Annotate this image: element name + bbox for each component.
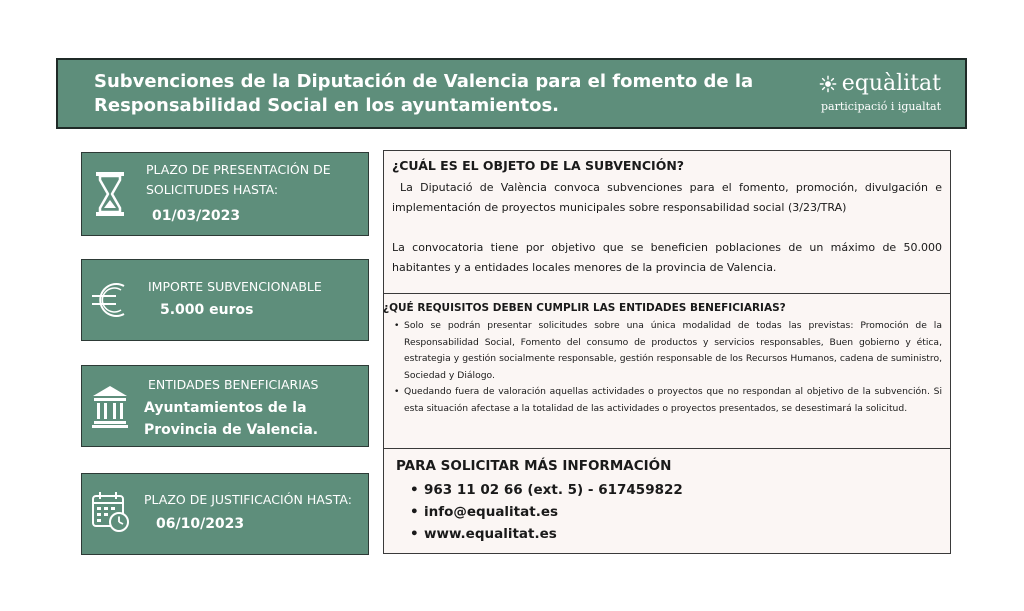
hourglass-icon [90, 170, 130, 218]
card-importe [81, 259, 369, 341]
entidades-value [144, 397, 318, 441]
page-title [94, 70, 774, 118]
requisitos-heading: ¿QUÉ REQUISITOS DEBEN CUMPLIR LAS ENTIDADES BENEFICIARIAS? [383, 302, 786, 314]
institution-icon [90, 382, 130, 430]
header-banner [56, 58, 967, 129]
plazo-value: 01/03/2023 [152, 208, 241, 224]
objeto-paragraph-1: La Diputació de València convoca subvenciones para el fomento, promoción, divulgación e implementación de proyectos municipales sobre responsabilidad social (3/23/TRA) [392, 181, 942, 214]
importe-value: 5.000 euros [160, 302, 254, 318]
title-line-2: Responsabilidad Social en los ayuntamientos. [94, 95, 560, 116]
objeto-section [383, 150, 951, 294]
entidades-value-line-1: Ayuntamientos de la [144, 400, 307, 416]
entidades-label: ENTIDADES BENEFICIARIAS [148, 377, 319, 392]
info-heading: PARA SOLICITAR MÁS INFORMACIÓN [396, 458, 672, 474]
info-section [383, 449, 951, 554]
importe-label: IMPORTE SUBVENCIONABLE [148, 279, 322, 294]
entidades-value-line-2: Provincia de Valencia. [144, 422, 319, 438]
sun-icon [819, 75, 837, 93]
equalitat-logo [801, 72, 941, 113]
contact-phone[interactable]: • 963 11 02 66 (ext. 5) - 617459822 [406, 479, 683, 501]
card-plazo-presentacion [81, 152, 369, 236]
calendar-clock-icon [90, 490, 130, 538]
plazo-label-line-1: PLAZO DE PRESENTACIÓN DE [146, 162, 331, 177]
list-item: • Quedando fuera de valoración aquellas actividades o proyectos que no respondan al objetivo de la subvención. Si esta situación afectase a la totalidad de las actividades o proyectos presentados, se desestimará la solicitud. [390, 384, 942, 417]
plazo-label-line-2: SOLICITUDES HASTA: [146, 182, 279, 197]
requisitos-list [390, 318, 942, 418]
contact-list [406, 479, 683, 545]
title-line-1: Subvenciones de la Diputación de Valencia para el fomento de la [94, 71, 754, 92]
objeto-heading: ¿CUÁL ES EL OBJETO DE LA SUBVENCIÓN? [392, 158, 685, 173]
contact-website[interactable]: • www.equalitat.es [406, 523, 683, 545]
logo-tagline: participació i igualtat [820, 100, 941, 113]
list-item: • Solo se podrán presentar solicitudes sobre una única modalidad de todas las previstas: Promoción de la Responsabilidad Social, Fomento del consumo de productos y servicios responsables, Buen gobierno y ética, estrategia y gestión socialmente responsable, gestión responsable de los Recursos Humanos, cadena de suministro, Sociedad y Diálogo. [390, 318, 942, 384]
euro-icon [90, 276, 130, 324]
requisitos-section [383, 294, 951, 449]
justificacion-value: 06/10/2023 [156, 516, 245, 532]
logo-name: equàlitat [841, 71, 941, 96]
justificacion-label: PLAZO DE JUSTIFICACIÓN HASTA: [144, 492, 352, 507]
card-entidades [81, 365, 369, 447]
plazo-label [146, 160, 331, 200]
contact-email[interactable]: • info@equalitat.es [406, 501, 683, 523]
objeto-paragraph-2: La convocatoria tiene por objetivo que se beneficien poblaciones de un máximo de 50.000 habitantes y a entidades locales menores de la provincia de Valencia. [392, 241, 942, 274]
card-plazo-justificacion [81, 473, 369, 555]
